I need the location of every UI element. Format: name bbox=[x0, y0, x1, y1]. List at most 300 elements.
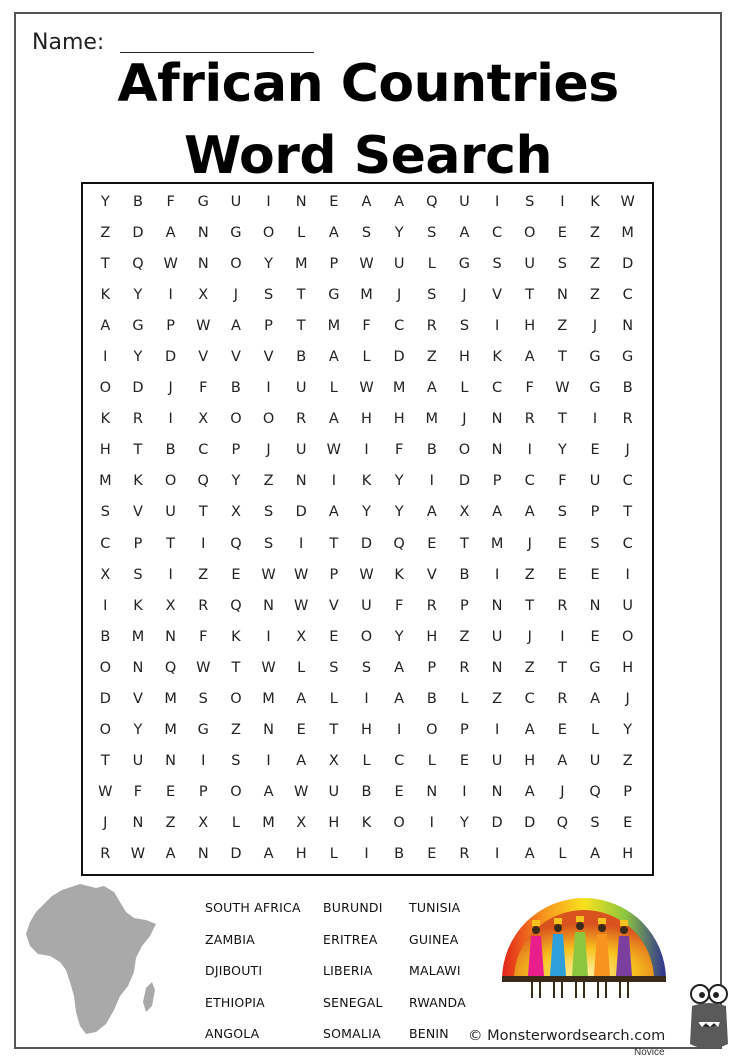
grid-letter[interactable]: U bbox=[491, 628, 503, 645]
grid-letter[interactable]: S bbox=[557, 504, 567, 521]
grid-letter[interactable]: D bbox=[99, 690, 111, 707]
grid-letter[interactable]: N bbox=[197, 846, 209, 863]
grid-letter[interactable]: J bbox=[625, 442, 630, 459]
grid-letter[interactable]: R bbox=[100, 846, 111, 863]
grid-letter[interactable]: N bbox=[197, 255, 209, 272]
grid-letter[interactable]: N bbox=[263, 722, 274, 739]
grid-letter[interactable]: R bbox=[524, 411, 535, 428]
grid-letter[interactable]: A bbox=[165, 224, 176, 241]
grid-letter[interactable]: F bbox=[166, 193, 175, 210]
grid-letter[interactable]: Y bbox=[394, 504, 404, 521]
grid-letter[interactable]: P bbox=[264, 317, 273, 334]
grid-letter[interactable]: Y bbox=[394, 224, 404, 241]
grid-letter[interactable]: Z bbox=[230, 722, 241, 739]
grid-letter[interactable]: B bbox=[165, 442, 176, 459]
grid-letter[interactable]: V bbox=[263, 348, 274, 365]
grid-letter[interactable]: G bbox=[589, 348, 601, 365]
grid-letter[interactable]: W bbox=[261, 659, 276, 676]
grid-letter[interactable]: N bbox=[491, 442, 503, 459]
grid-letter[interactable]: A bbox=[426, 504, 437, 521]
grid-letter[interactable]: M bbox=[131, 628, 145, 645]
grid-letter[interactable]: S bbox=[263, 535, 274, 552]
grid-letter[interactable]: Q bbox=[132, 255, 144, 272]
grid-letter[interactable]: S bbox=[263, 504, 274, 521]
grid-letter[interactable]: I bbox=[560, 193, 565, 210]
grid-letter[interactable]: J bbox=[168, 380, 173, 397]
grid-letter[interactable]: N bbox=[426, 784, 438, 801]
grid-letter[interactable]: Z bbox=[426, 348, 437, 365]
grid-letter[interactable]: L bbox=[329, 846, 338, 863]
grid-letter[interactable]: A bbox=[328, 504, 339, 521]
grid-letter[interactable]: I bbox=[429, 815, 434, 832]
grid-letter[interactable]: O bbox=[393, 815, 405, 832]
grid-letter[interactable]: M bbox=[327, 317, 341, 334]
grid-letter[interactable]: O bbox=[621, 628, 634, 645]
grid-letter[interactable]: J bbox=[527, 628, 532, 645]
grid-letter[interactable]: M bbox=[99, 473, 112, 490]
grid-letter[interactable]: B bbox=[622, 380, 633, 397]
grid-letter[interactable]: U bbox=[622, 597, 633, 614]
grid-letter[interactable]: T bbox=[557, 348, 567, 365]
grid-letter[interactable]: Z bbox=[590, 286, 600, 303]
grid-letter[interactable]: Z bbox=[524, 659, 535, 676]
grid-letter[interactable]: O bbox=[164, 473, 177, 490]
grid-letter[interactable]: E bbox=[459, 753, 470, 770]
grid-letter[interactable]: Y bbox=[394, 473, 404, 490]
grid-letter[interactable]: K bbox=[492, 348, 502, 365]
grid-letter[interactable]: W bbox=[294, 566, 309, 583]
grid-letter[interactable]: N bbox=[491, 659, 503, 676]
grid-letter[interactable]: A bbox=[230, 317, 241, 334]
grid-letter[interactable]: E bbox=[427, 846, 437, 863]
grid-letter[interactable]: X bbox=[459, 504, 470, 521]
grid-letter[interactable]: C bbox=[492, 224, 503, 241]
grid-letter[interactable]: S bbox=[590, 815, 600, 832]
grid-letter[interactable]: W bbox=[98, 784, 113, 801]
grid-letter[interactable]: H bbox=[361, 411, 372, 428]
grid-letter[interactable]: V bbox=[492, 286, 503, 303]
grid-letter[interactable]: A bbox=[394, 659, 405, 676]
grid-letter[interactable]: A bbox=[557, 753, 568, 770]
grid-letter[interactable]: I bbox=[168, 566, 173, 583]
grid-letter[interactable]: E bbox=[557, 535, 567, 552]
grid-letter[interactable]: P bbox=[329, 255, 339, 272]
grid-letter[interactable]: C bbox=[100, 535, 111, 552]
grid-letter[interactable]: C bbox=[622, 473, 633, 490]
grid-letter[interactable]: E bbox=[296, 722, 306, 739]
grid-letter[interactable]: L bbox=[297, 224, 306, 241]
grid-letter[interactable]: X bbox=[198, 286, 209, 303]
grid-letter[interactable]: P bbox=[133, 535, 143, 552]
grid-letter[interactable]: E bbox=[329, 628, 339, 645]
grid-letter[interactable]: T bbox=[133, 442, 143, 459]
grid-letter[interactable]: S bbox=[590, 535, 600, 552]
grid-letter[interactable]: R bbox=[296, 411, 307, 428]
grid-letter[interactable]: O bbox=[230, 784, 242, 801]
grid-letter[interactable]: Q bbox=[426, 193, 438, 210]
grid-letter[interactable]: A bbox=[296, 753, 307, 770]
grid-letter[interactable]: Y bbox=[133, 286, 143, 303]
grid-letter[interactable]: S bbox=[231, 753, 241, 770]
grid-letter[interactable]: O bbox=[360, 628, 373, 645]
grid-letter[interactable]: W bbox=[261, 566, 276, 583]
grid-letter[interactable]: X bbox=[198, 815, 209, 832]
grid-letter[interactable]: A bbox=[394, 193, 405, 210]
grid-letter[interactable]: J bbox=[233, 286, 239, 303]
grid-letter[interactable]: L bbox=[329, 690, 338, 707]
grid-letter[interactable]: H bbox=[295, 846, 307, 863]
grid-letter[interactable]: E bbox=[394, 784, 404, 801]
grid-letter[interactable]: F bbox=[199, 380, 208, 397]
grid-letter[interactable]: Y bbox=[557, 442, 567, 459]
grid-letter[interactable]: K bbox=[361, 815, 372, 832]
grid-letter[interactable]: J bbox=[103, 815, 108, 832]
grid-letter[interactable]: Y bbox=[264, 255, 273, 272]
grid-letter[interactable]: G bbox=[328, 286, 340, 303]
grid-letter[interactable]: A bbox=[524, 504, 535, 521]
grid-letter[interactable]: Z bbox=[459, 628, 470, 645]
grid-letter[interactable]: A bbox=[361, 193, 372, 210]
grid-letter[interactable]: E bbox=[623, 815, 633, 832]
grid-letter[interactable]: Q bbox=[556, 815, 569, 832]
grid-letter[interactable]: M bbox=[164, 690, 177, 707]
grid-letter[interactable]: A bbox=[263, 846, 274, 863]
grid-letter[interactable]: P bbox=[460, 722, 469, 739]
grid-letter[interactable]: Y bbox=[133, 722, 143, 739]
grid-letter[interactable]: G bbox=[230, 224, 242, 241]
grid-letter[interactable]: N bbox=[295, 193, 307, 210]
grid-letter[interactable]: U bbox=[230, 193, 242, 210]
grid-letter[interactable]: A bbox=[394, 690, 405, 707]
grid-letter[interactable]: F bbox=[525, 380, 534, 397]
grid-letter[interactable]: B bbox=[132, 193, 143, 210]
grid-letter[interactable]: H bbox=[622, 846, 634, 863]
grid-letter[interactable]: Z bbox=[100, 224, 111, 241]
grid-letter[interactable]: G bbox=[197, 193, 209, 210]
grid-letter[interactable]: R bbox=[132, 411, 143, 428]
grid-letter[interactable]: U bbox=[165, 504, 176, 521]
grid-letter[interactable]: S bbox=[263, 286, 274, 303]
grid-letter[interactable]: O bbox=[230, 411, 242, 428]
grid-letter[interactable]: I bbox=[103, 597, 108, 614]
grid-letter[interactable]: P bbox=[166, 317, 175, 334]
grid-letter[interactable]: E bbox=[590, 566, 600, 583]
grid-letter[interactable]: F bbox=[362, 317, 371, 334]
grid-letter[interactable]: C bbox=[524, 473, 535, 490]
grid-letter[interactable]: S bbox=[492, 255, 502, 272]
grid-letter[interactable]: I bbox=[364, 846, 369, 863]
grid-letter[interactable]: W bbox=[294, 597, 309, 614]
grid-letter[interactable]: C bbox=[622, 535, 633, 552]
grid-letter[interactable]: R bbox=[459, 846, 470, 863]
grid-letter[interactable]: X bbox=[296, 815, 307, 832]
grid-letter[interactable]: R bbox=[459, 659, 470, 676]
grid-letter[interactable]: B bbox=[394, 846, 405, 863]
grid-letter[interactable]: K bbox=[231, 628, 241, 645]
grid-letter[interactable]: K bbox=[361, 473, 372, 490]
grid-letter[interactable]: A bbox=[296, 690, 307, 707]
grid-letter[interactable]: Q bbox=[393, 535, 405, 552]
grid-letter[interactable]: Q bbox=[164, 659, 177, 676]
grid-letter[interactable]: U bbox=[491, 753, 503, 770]
grid-letter[interactable]: T bbox=[198, 504, 208, 521]
grid-letter[interactable]: I bbox=[560, 628, 565, 645]
grid-letter[interactable]: A bbox=[590, 690, 600, 707]
grid-letter[interactable]: V bbox=[426, 566, 437, 583]
grid-letter[interactable]: Z bbox=[198, 566, 209, 583]
grid-letter[interactable]: J bbox=[462, 286, 467, 303]
grid-letter[interactable]: K bbox=[133, 597, 143, 614]
grid-letter[interactable]: R bbox=[557, 597, 568, 614]
grid-letter[interactable]: D bbox=[491, 815, 503, 832]
grid-letter[interactable]: D bbox=[132, 380, 144, 397]
grid-letter[interactable]: W bbox=[130, 846, 146, 863]
grid-letter[interactable]: O bbox=[230, 690, 242, 707]
grid-letter[interactable]: D bbox=[622, 255, 634, 272]
grid-letter[interactable]: N bbox=[589, 597, 601, 614]
grid-letter[interactable]: N bbox=[132, 659, 144, 676]
grid-letter[interactable]: G bbox=[458, 255, 471, 272]
grid-letter[interactable]: T bbox=[329, 722, 339, 739]
grid-letter[interactable]: O bbox=[524, 224, 536, 241]
grid-letter[interactable]: S bbox=[100, 504, 110, 521]
grid-letter[interactable]: G bbox=[197, 722, 209, 739]
grid-letter[interactable]: B bbox=[100, 628, 111, 645]
grid-letter[interactable]: M bbox=[262, 815, 275, 832]
grid-letter[interactable]: C bbox=[524, 690, 535, 707]
grid-letter[interactable]: U bbox=[328, 784, 340, 801]
grid-letter[interactable]: Y bbox=[460, 815, 469, 832]
grid-letter[interactable]: X bbox=[230, 504, 241, 521]
grid-letter[interactable]: A bbox=[100, 317, 111, 334]
grid-letter[interactable]: T bbox=[525, 286, 535, 303]
grid-letter[interactable]: J bbox=[560, 784, 565, 801]
grid-letter[interactable]: V bbox=[230, 348, 241, 365]
grid-letter[interactable]: L bbox=[590, 722, 600, 739]
grid-letter[interactable]: P bbox=[329, 566, 339, 583]
grid-letter[interactable]: A bbox=[524, 348, 535, 365]
grid-letter[interactable]: L bbox=[329, 380, 338, 397]
grid-letter[interactable]: U bbox=[295, 442, 307, 459]
grid-letter[interactable]: W bbox=[620, 193, 635, 210]
grid-letter[interactable]: A bbox=[590, 846, 600, 863]
grid-letter[interactable]: C bbox=[622, 286, 633, 303]
grid-letter[interactable]: T bbox=[166, 535, 176, 552]
grid-letter[interactable]: T bbox=[296, 317, 306, 334]
grid-letter[interactable]: F bbox=[199, 628, 208, 645]
grid-letter[interactable]: M bbox=[425, 411, 439, 428]
grid-letter[interactable]: A bbox=[459, 224, 470, 241]
grid-letter[interactable]: I bbox=[331, 473, 336, 490]
grid-letter[interactable]: W bbox=[359, 380, 374, 397]
grid-letter[interactable]: A bbox=[263, 784, 274, 801]
grid-letter[interactable]: H bbox=[361, 722, 372, 739]
grid-letter[interactable]: R bbox=[426, 597, 437, 614]
grid-letter[interactable]: C bbox=[394, 317, 405, 334]
grid-letter[interactable]: U bbox=[524, 255, 536, 272]
grid-letter[interactable]: N bbox=[132, 815, 144, 832]
grid-letter[interactable]: O bbox=[99, 380, 112, 397]
grid-letter[interactable]: S bbox=[459, 317, 470, 334]
grid-letter[interactable]: H bbox=[458, 348, 470, 365]
grid-letter[interactable]: I bbox=[364, 690, 369, 707]
grid-letter[interactable]: I bbox=[266, 628, 271, 645]
grid-letter[interactable]: K bbox=[133, 473, 143, 490]
grid-letter[interactable]: W bbox=[163, 255, 178, 272]
grid-letter[interactable]: D bbox=[393, 348, 405, 365]
grid-letter[interactable]: W bbox=[294, 784, 309, 801]
grid-letter[interactable]: V bbox=[198, 348, 209, 365]
grid-letter[interactable]: R bbox=[622, 411, 633, 428]
grid-letter[interactable]: I bbox=[299, 535, 304, 552]
grid-letter[interactable]: A bbox=[328, 224, 339, 241]
grid-letter[interactable]: Q bbox=[589, 784, 601, 801]
grid-letter[interactable]: U bbox=[589, 753, 601, 770]
grid-letter[interactable]: X bbox=[165, 597, 176, 614]
grid-letter[interactable]: B bbox=[459, 566, 470, 583]
grid-letter[interactable]: L bbox=[362, 348, 371, 365]
grid-letter[interactable]: T bbox=[231, 659, 241, 676]
grid-letter[interactable]: P bbox=[427, 659, 437, 676]
grid-letter[interactable]: S bbox=[557, 255, 567, 272]
grid-letter[interactable]: W bbox=[196, 317, 211, 334]
grid-letter[interactable]: I bbox=[397, 722, 402, 739]
grid-letter[interactable]: F bbox=[133, 784, 143, 801]
grid-letter[interactable]: Z bbox=[622, 753, 633, 770]
grid-letter[interactable]: L bbox=[427, 753, 436, 770]
grid-letter[interactable]: A bbox=[426, 380, 437, 397]
grid-letter[interactable]: U bbox=[295, 380, 307, 397]
grid-letter[interactable]: X bbox=[328, 753, 339, 770]
grid-letter[interactable]: P bbox=[198, 784, 208, 801]
grid-letter[interactable]: N bbox=[622, 317, 634, 334]
grid-letter[interactable]: P bbox=[623, 784, 633, 801]
grid-letter[interactable]: T bbox=[460, 535, 469, 552]
grid-letter[interactable]: Y bbox=[231, 473, 241, 490]
grid-letter[interactable]: I bbox=[494, 193, 500, 210]
grid-letter[interactable]: H bbox=[99, 442, 111, 459]
grid-letter[interactable]: A bbox=[524, 722, 535, 739]
grid-letter[interactable]: R bbox=[426, 317, 437, 334]
grid-letter[interactable]: L bbox=[558, 846, 567, 863]
grid-letter[interactable]: L bbox=[231, 815, 240, 832]
grid-letter[interactable]: Z bbox=[492, 690, 503, 707]
grid-letter[interactable]: Z bbox=[165, 815, 176, 832]
grid-letter[interactable]: P bbox=[590, 504, 600, 521]
grid-letter[interactable]: V bbox=[328, 597, 339, 614]
grid-letter[interactable]: T bbox=[623, 504, 633, 521]
grid-letter[interactable]: S bbox=[198, 690, 208, 707]
grid-letter[interactable]: N bbox=[197, 224, 209, 241]
grid-letter[interactable]: D bbox=[230, 846, 242, 863]
grid-letter[interactable]: W bbox=[326, 442, 342, 459]
grid-letter[interactable]: I bbox=[266, 380, 271, 397]
grid-letter[interactable]: E bbox=[166, 784, 176, 801]
grid-letter[interactable]: M bbox=[621, 224, 634, 241]
grid-letter[interactable]: H bbox=[524, 317, 536, 334]
grid-letter[interactable]: C bbox=[394, 753, 405, 770]
grid-letter[interactable]: O bbox=[426, 722, 438, 739]
grid-letter[interactable]: S bbox=[329, 659, 339, 676]
grid-letter[interactable]: K bbox=[394, 566, 404, 583]
grid-letter[interactable]: L bbox=[427, 255, 436, 272]
grid-letter[interactable]: A bbox=[524, 784, 535, 801]
grid-letter[interactable]: P bbox=[492, 473, 502, 490]
grid-letter[interactable]: U bbox=[132, 753, 144, 770]
grid-letter[interactable]: J bbox=[397, 286, 402, 303]
grid-letter[interactable]: T bbox=[100, 255, 110, 272]
grid-letter[interactable]: M bbox=[164, 722, 177, 739]
grid-letter[interactable]: I bbox=[429, 473, 434, 490]
grid-letter[interactable]: L bbox=[460, 690, 469, 707]
grid-letter[interactable]: Y bbox=[362, 504, 371, 521]
grid-letter[interactable]: P bbox=[460, 597, 469, 614]
grid-letter[interactable]: G bbox=[589, 380, 601, 397]
grid-letter[interactable]: W bbox=[196, 659, 211, 676]
grid-letter[interactable]: T bbox=[329, 535, 339, 552]
grid-letter[interactable]: N bbox=[491, 411, 503, 428]
grid-letter[interactable]: E bbox=[231, 566, 241, 583]
grid-letter[interactable]: J bbox=[266, 442, 271, 459]
grid-letter[interactable]: D bbox=[132, 224, 144, 241]
grid-letter[interactable]: I bbox=[201, 535, 206, 552]
grid-letter[interactable]: B bbox=[361, 784, 372, 801]
grid-letter[interactable]: N bbox=[295, 473, 307, 490]
grid-letter[interactable]: I bbox=[494, 846, 500, 863]
grid-letter[interactable]: G bbox=[622, 348, 634, 365]
grid-letter[interactable]: Y bbox=[100, 193, 110, 210]
grid-letter[interactable]: A bbox=[328, 348, 339, 365]
grid-letter[interactable]: P bbox=[231, 442, 241, 459]
grid-letter[interactable]: M bbox=[392, 380, 406, 397]
grid-letter[interactable]: W bbox=[555, 380, 570, 397]
grid-letter[interactable]: Q bbox=[197, 473, 209, 490]
grid-letter[interactable]: J bbox=[527, 535, 532, 552]
grid-letter[interactable]: Z bbox=[557, 317, 568, 334]
grid-letter[interactable]: H bbox=[524, 753, 536, 770]
grid-letter[interactable]: S bbox=[361, 224, 372, 241]
grid-letter[interactable]: J bbox=[592, 317, 598, 334]
grid-letter[interactable]: K bbox=[100, 411, 111, 428]
grid-letter[interactable]: I bbox=[462, 784, 467, 801]
grid-letter[interactable]: L bbox=[362, 753, 371, 770]
grid-letter[interactable]: T bbox=[296, 286, 306, 303]
grid-letter[interactable]: Q bbox=[230, 535, 242, 552]
grid-letter[interactable]: W bbox=[359, 255, 374, 272]
grid-letter[interactable]: I bbox=[494, 722, 500, 739]
grid-letter[interactable]: U bbox=[589, 473, 601, 490]
grid-letter[interactable]: D bbox=[524, 815, 536, 832]
grid-letter[interactable]: I bbox=[494, 317, 500, 334]
grid-letter[interactable]: M bbox=[360, 286, 373, 303]
grid-letter[interactable]: X bbox=[296, 628, 307, 645]
grid-letter[interactable]: Y bbox=[394, 628, 404, 645]
grid-letter[interactable]: Z bbox=[524, 566, 535, 583]
grid-letter[interactable]: H bbox=[393, 411, 405, 428]
grid-letter[interactable]: Q bbox=[230, 597, 242, 614]
grid-letter[interactable]: S bbox=[427, 286, 437, 303]
grid-letter[interactable]: F bbox=[394, 597, 404, 614]
grid-letter[interactable]: O bbox=[99, 722, 112, 739]
grid-letter[interactable]: X bbox=[198, 411, 209, 428]
grid-letter[interactable]: U bbox=[459, 193, 470, 210]
grid-letter[interactable]: I bbox=[625, 566, 630, 583]
grid-letter[interactable]: H bbox=[328, 815, 340, 832]
grid-letter[interactable]: D bbox=[295, 504, 307, 521]
grid-letter[interactable]: U bbox=[361, 597, 372, 614]
grid-letter[interactable]: E bbox=[557, 722, 567, 739]
grid-letter[interactable]: E bbox=[557, 566, 567, 583]
